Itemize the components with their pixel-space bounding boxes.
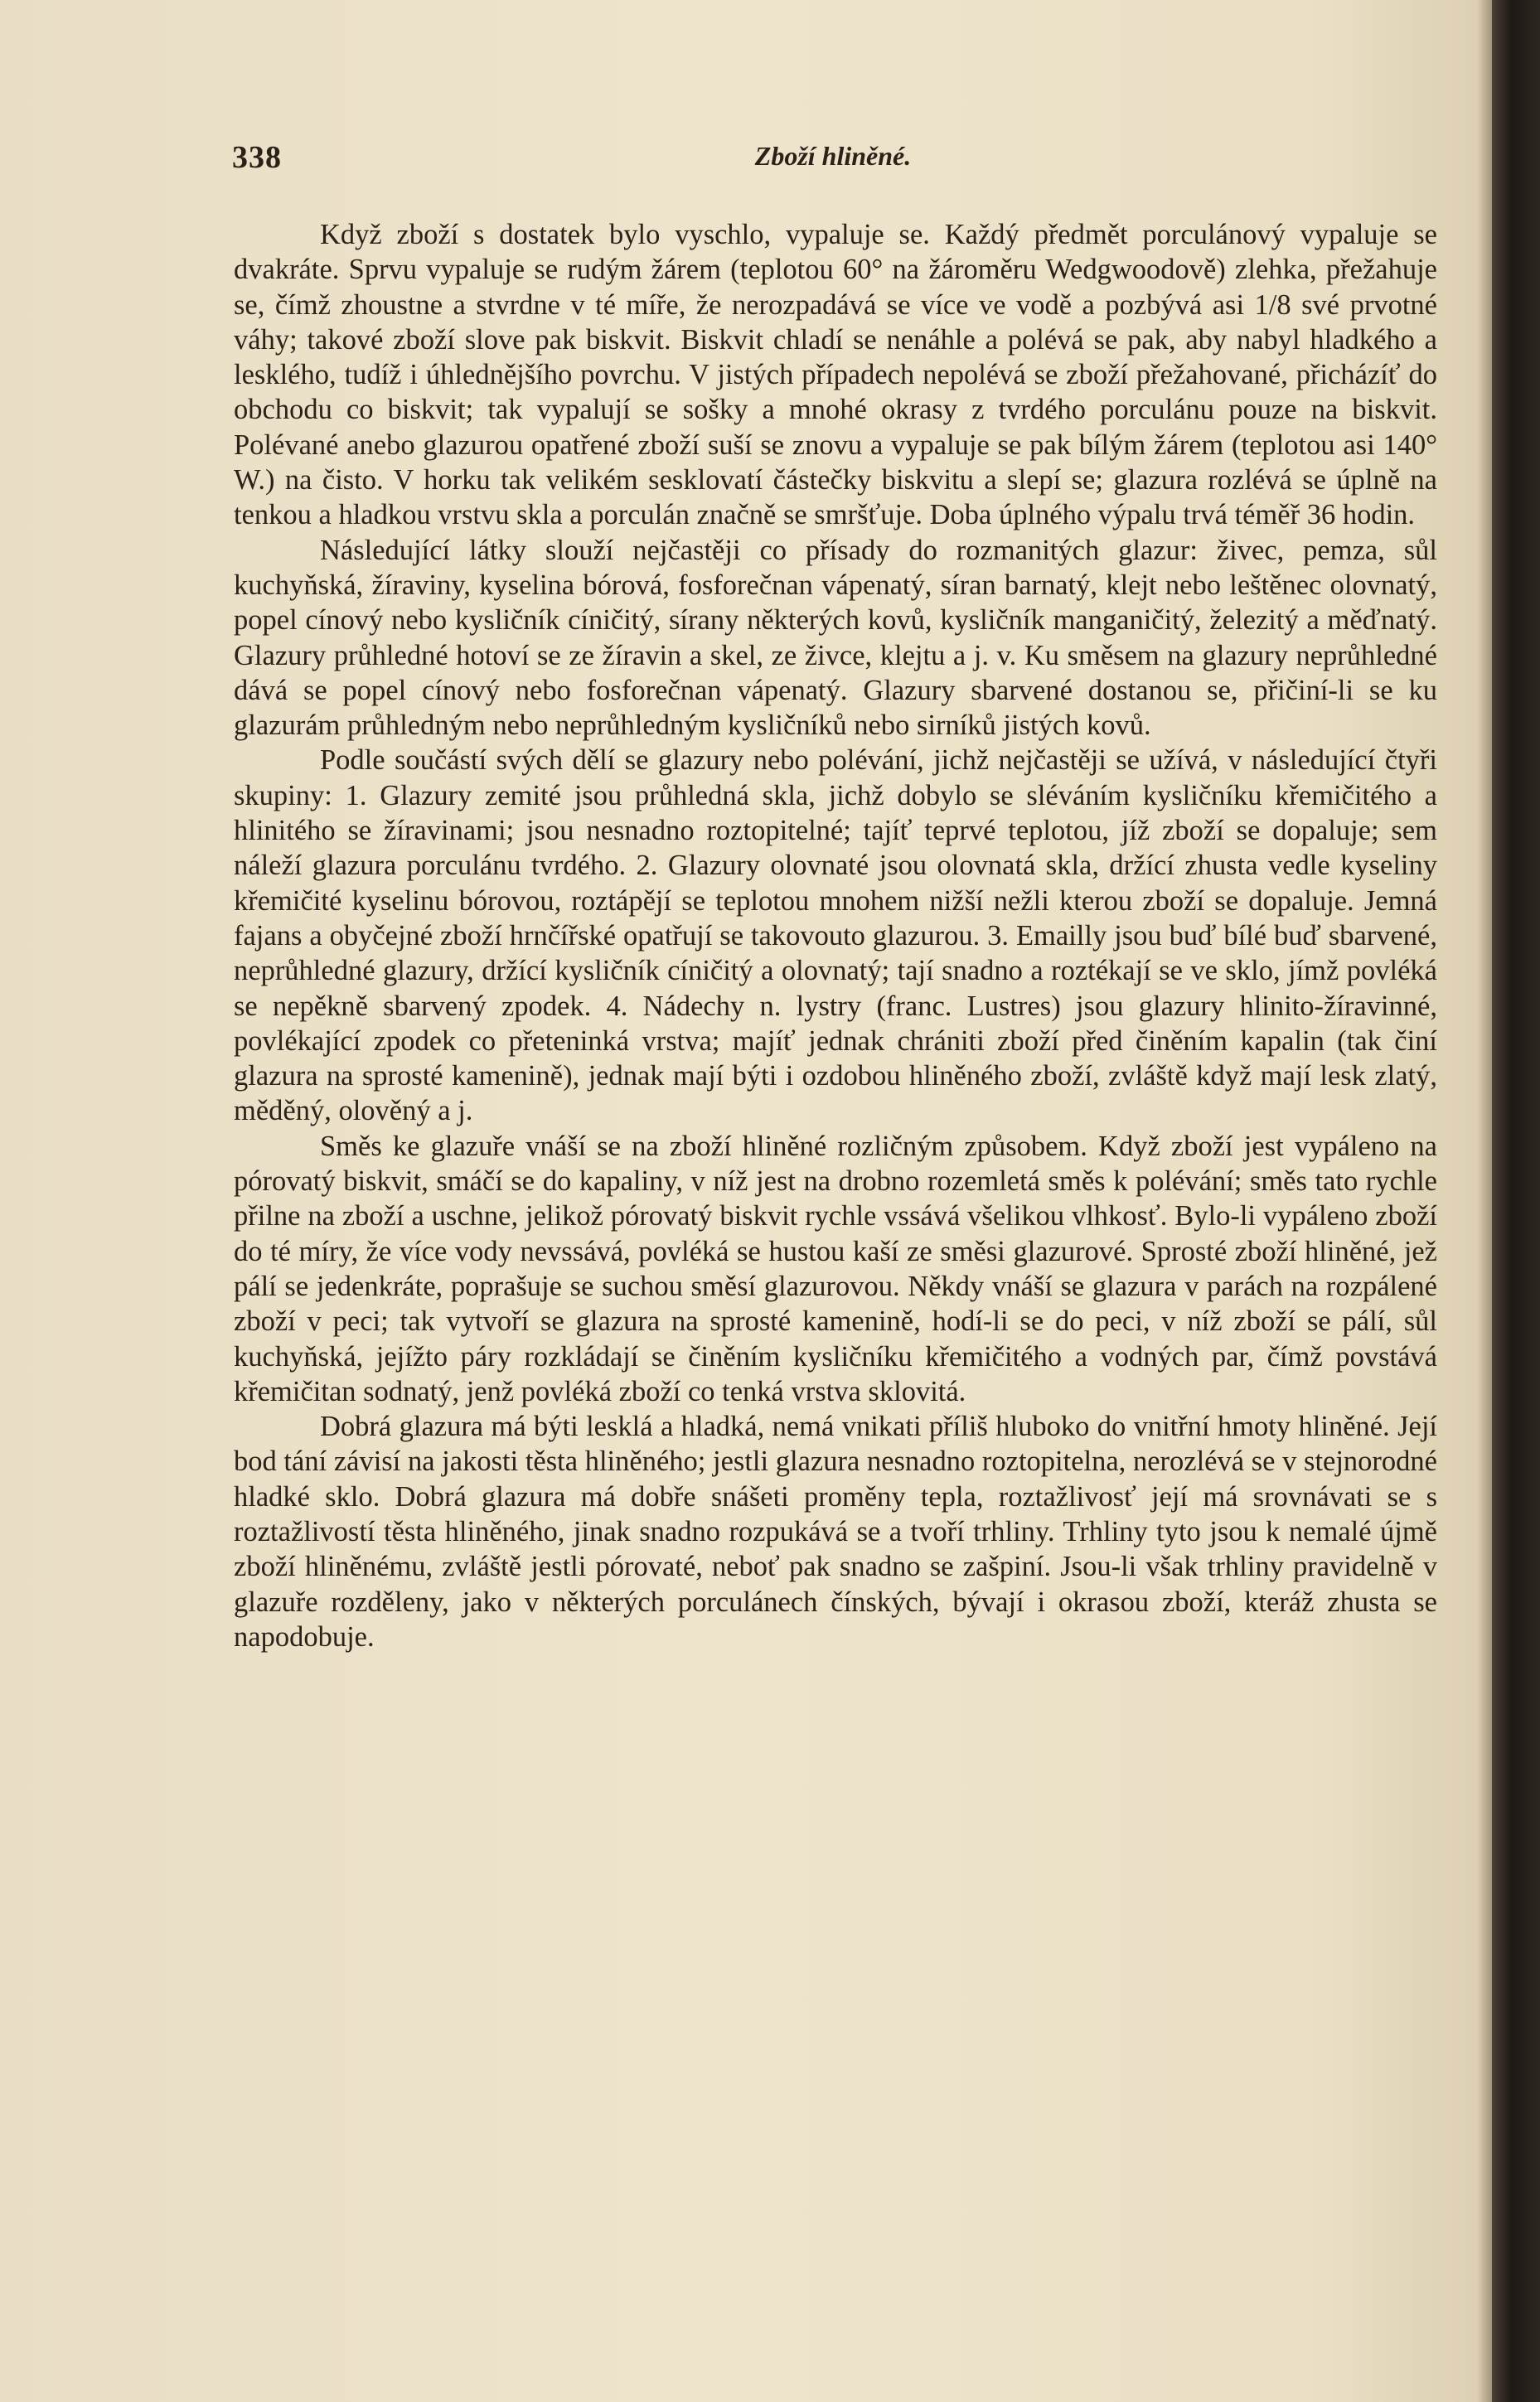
paragraph-4: Směs ke glazuře vnáší se na zboží hliněné rozličným způsobem. Když zboží jest vypáleno na pórovatý biskvit, smáčí se do kapaliny, v níž jest na drobno rozemletá směs k polévání; směs tato rychle přilne na zboží a uschne, jelikož pórovatý biskvit rychle vssává všelikou vlhkosť. Bylo-li vypáleno zboží do té míry, že více vody nevssává, povléká se hustou kaší ze směsi glazurové. Sprosté zboží hliněné, jež pálí se jedenkráte, poprašuje se suchou směsí glazurovou. Někdy vnáší se glazura v parách na rozpálené zboží v peci; tak vytvoří se glazura na sprosté kamenině, hodí-li se do peci, v níž zboží se pálí, sůl kuchyňská, jejížto páry rozkládají se činěním kysličníku křemičitého a vodných par, čímž povstává křemičitan sodnatý, jenž povléká zboží co tenká vrstva sklovitá. <box>234 1130 1437 1407</box>
page-gutter-shadow <box>1477 0 1492 2402</box>
paragraph-1: Když zboží s dostatek bylo vyschlo, vypaluje se. Každý předmět porculánový vypaluje se dvakráte. Sprvu vypaluje se rudým žárem (teplotou 60° na žároměru Wedgwoodově) zlehka, přežahuje se, čímž zhoustne a stvrdne v té míře, že nerozpadává se více ve vodě a pozbývá asi 1/8 své prvotné váhy; takové zboží slove pak biskvit. Biskvit chladí se nenáhle a polévá se pak, aby nabyl hladkého a lesklého, tudíž i úhlednějšího povrchu. V jistých případech nepolévá se zboží přežahované, přicházíť do obchodu co biskvit; tak vypalují se sošky a mnohé okrasy z tvrdého porculánu pouze na biskvit. Polévané anebo glazurou opatřené zboží suší se znovu a vypaluje se pak bílým žárem (teplotou asi 140° W.) na čisto. V horku tak velikém sesklovatí částečky biskvitu a slepí se; glazura rozlévá se úplně na tenkou a hladkou vrstvu skla a porculán značně se smršťuje. Doba úplného výpalu trvá téměř 36 hodin. <box>234 219 1437 531</box>
paragraph-2: Následující látky slouží nejčastěji co přísady do rozmanitých glazur: živec, pemza, sůl kuchyňská, žíraviny, kyselina bórová, fosforečnan vápenatý, síran barnatý, klejt nebo leštěnec olovnatý, popel cínový nebo kysličník cíničitý, sírany některých kovů, kysličník manganičitý, železitý a měďnatý. Glazury průhledné hotoví se ze žíravin a skel, ze živce, klejtu a j. v. Ku směsem na glazury neprůhledné dává se popel cínový nebo fosforečnan vápenatý. Glazury sbarvené dostanou se, přičiní-li se ku glazurám průhledným nebo neprůhledným kysličníků nebo sirníků jistých kovů. <box>234 534 1437 742</box>
page-number: 338 <box>232 140 282 175</box>
page-header <box>232 139 1434 181</box>
book-binding <box>1492 0 1540 2402</box>
running-title: Zboží hliněné. <box>754 141 912 171</box>
paragraph-3: Podle součástí svých dělí se glazury nebo polévání, jichž nejčastěji se užívá, v následující čtyři skupiny: 1. Glazury zemité jsou průhledná skla, jichž dobylo se sléváním kysličníku křemičitého a hlinitého se žíravinami; jsou nesnadno roztopitelné; tajíť teprvé teplotou, jíž zboží se dopaluje; sem náleží glazura porculánu tvrdého. 2. Glazury olovnaté jsou olovnatá skla, držící zhusta vedle kyseliny křemičité kyselinu bórovou, roztápějí se teplotou mnohem nižší nežli kterou zboží se dopaluje. Jemná fajans a obyčejné zboží hrnčířské opatřují se takovouto glazurou. 3. Emailly jsou buď bílé buď sbarvené, neprůhledné glazury, držící kysličník cíničitý a olovnatý; tají snadno a roztékají se ve sklo, jímž povléká se nepěkně sbarvený zpodek. 4. Nádechy n. lystry (franc. Lustres) jsou glazury hlinito-žíravinné, povlékající zpodek co přeteninká vrstva; majíť jednak chrániti zboží před činěním kapalin (tak činí glazura na sprosté kamenině), jednak mají býti i ozdobou hliněného zboží, zvláště když mají lesk zlatý, měděný, olověný a j. <box>234 744 1437 1127</box>
body-text <box>234 217 1437 1654</box>
paragraph-5: Dobrá glazura má býti lesklá a hladká, nemá vnikati příliš hluboko do vnitřní hmoty hliněné. Její bod tání závisí na jakosti těsta hliněného; jestli glazura nesnadno roztopitelna, nerozlévá se v stejnorodné hladké sklo. Dobrá glazura má dobře snášeti proměny tepla, roztažlivosť její má srovnávati se s roztažlivostí těsta hliněného, jinak snadno rozpukává se a tvoří trhliny. Trhliny tyto jsou k nemalé újmě zboží hliněnému, zvláště jestli pórovaté, neboť pak snadno se zašpiní. Jsou-li však trhliny pravidelně v glazuře rozděleny, jako v některých porculánech čínských, bývají i okrasou zboží, kteráž zhusta se napodobuje. <box>234 1411 1437 1653</box>
